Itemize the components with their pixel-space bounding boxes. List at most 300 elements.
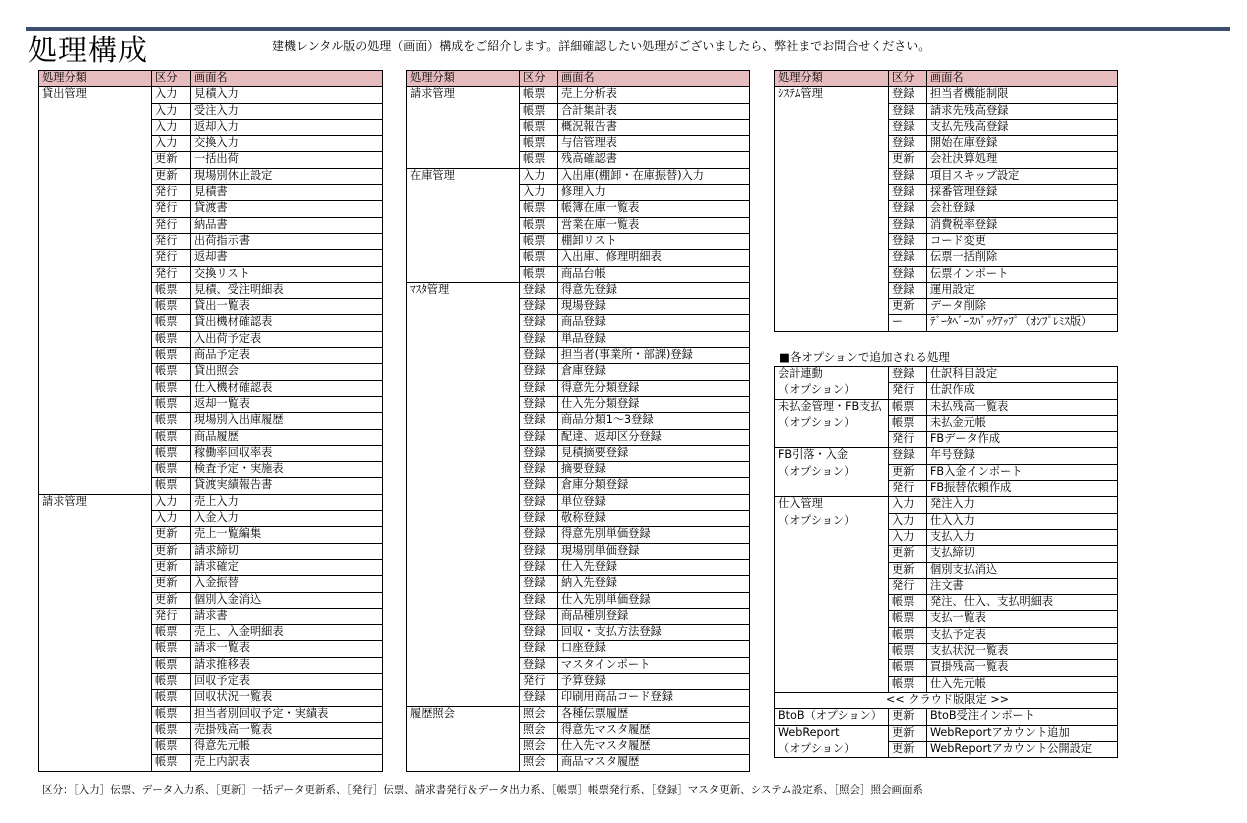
table-row (39, 608, 383, 624)
table-row (775, 185, 1118, 201)
screen-cell: 営業在庫一覧表 (558, 217, 750, 233)
table-row (39, 462, 383, 478)
type-cell: 登録 (520, 494, 558, 510)
table-row (775, 725, 1118, 741)
category-cell (407, 592, 520, 608)
screen-cell: 未払残高一覧表 (927, 399, 1118, 415)
screen-cell: 売上一覧編集 (191, 527, 383, 543)
table-row (407, 136, 750, 152)
type-cell: 登録 (520, 315, 558, 331)
screen-cell: 納品書 (191, 217, 383, 233)
category-cell (407, 364, 520, 380)
screen-cell: BtoB受注インポート (927, 709, 1118, 725)
category-cell (407, 152, 520, 168)
category-cell (39, 331, 152, 347)
category-cell: 未払金管理・FB支払 (775, 399, 889, 415)
screen-cell: 合計集計表 (558, 103, 750, 119)
category-cell (407, 478, 520, 494)
table-row (775, 266, 1118, 282)
process-table-1 (38, 70, 383, 772)
table-row (775, 660, 1118, 676)
type-cell: 更新 (152, 559, 191, 575)
table-row (775, 578, 1118, 594)
category-cell (39, 543, 152, 559)
table-row (407, 364, 750, 380)
category-cell (775, 660, 889, 676)
screen-cell: 発注入力 (927, 497, 1118, 513)
type-cell: 入力 (889, 529, 927, 545)
screen-cell: 入出庫(棚卸・在庫振替)入力 (558, 168, 750, 184)
table-row (39, 413, 383, 429)
screen-cell: 得意先登録 (558, 282, 750, 298)
screen-cell: 仕訳作成 (927, 383, 1118, 399)
table-row (407, 462, 750, 478)
category-cell (39, 527, 152, 543)
category-cell (39, 380, 152, 396)
table-row (39, 282, 383, 298)
type-cell: 登録 (889, 168, 927, 184)
screen-cell: 商品分類1～3登録 (558, 413, 750, 429)
category-cell (407, 217, 520, 233)
screen-cell: 稼働率回収率表 (191, 445, 383, 461)
table-row (775, 299, 1118, 315)
category-cell (407, 625, 520, 641)
table-row (407, 511, 750, 527)
category-cell: WebReport (775, 725, 889, 741)
type-cell: 帳票 (152, 673, 191, 689)
category-cell: （オプション） (775, 415, 889, 431)
type-cell: 更新 (889, 709, 927, 725)
screen-cell: 単位登録 (558, 494, 750, 510)
table-row (775, 103, 1118, 119)
type-cell: 照会 (520, 739, 558, 755)
type-cell: 登録 (520, 625, 558, 641)
category-cell (39, 592, 152, 608)
screen-cell: 担当者(事業所・部課)登録 (558, 348, 750, 364)
category-cell (39, 266, 152, 282)
type-cell: 更新 (152, 543, 191, 559)
screen-cell: 貸出照会 (191, 364, 383, 380)
category-cell (775, 611, 889, 627)
header-type: 区分 (152, 71, 191, 87)
table-row (407, 478, 750, 494)
screen-cell: 現場別単価登録 (558, 543, 750, 559)
type-cell: 入力 (152, 103, 191, 119)
category-cell (39, 706, 152, 722)
screen-cell: 回収予定表 (191, 673, 383, 689)
screen-cell: コード変更 (927, 233, 1118, 249)
screen-cell: 請求書 (191, 608, 383, 624)
type-cell: 登録 (520, 592, 558, 608)
screen-cell: FB入金インポート (927, 464, 1118, 480)
screen-cell: 出荷指示書 (191, 233, 383, 249)
table-row (407, 722, 750, 738)
screen-cell: 請求締切 (191, 543, 383, 559)
type-cell: 照会 (520, 722, 558, 738)
screen-cell: 未払金元帳 (927, 415, 1118, 431)
type-cell: 帳票 (152, 331, 191, 347)
type-cell: 登録 (889, 201, 927, 217)
screen-cell: 貸渡実績報告書 (191, 478, 383, 494)
type-cell: 帳票 (520, 136, 558, 152)
table-row (39, 380, 383, 396)
header-category: 処理分類 (39, 71, 152, 87)
table-row (39, 364, 383, 380)
screen-cell: 伝票一括削除 (927, 250, 1118, 266)
screen-cell: 現場登録 (558, 299, 750, 315)
category-cell (407, 657, 520, 673)
screen-cell: 倉庫登録 (558, 364, 750, 380)
type-cell: 帳票 (520, 201, 558, 217)
category-cell (39, 119, 152, 135)
type-cell: 登録 (520, 608, 558, 624)
type-cell: 登録 (889, 87, 927, 103)
type-cell: 帳票 (152, 429, 191, 445)
screen-cell: 消費税率登録 (927, 217, 1118, 233)
table-row (39, 657, 383, 673)
screen-cell: 与信管理表 (558, 136, 750, 152)
category-cell: 会計連動 (775, 367, 889, 383)
category-cell (39, 559, 152, 575)
screen-cell: 単品登録 (558, 331, 750, 347)
table-row (407, 201, 750, 217)
category-cell (39, 233, 152, 249)
screen-cell: 会社決算処理 (927, 152, 1118, 168)
category-cell (775, 185, 889, 201)
table-row (775, 448, 1118, 464)
table-row (407, 625, 750, 641)
screen-cell: 仕入先元帳 (927, 676, 1118, 692)
type-cell: ー (889, 315, 927, 331)
type-cell: 登録 (520, 413, 558, 429)
table-row (39, 478, 383, 494)
table-row (775, 233, 1118, 249)
category-cell (775, 282, 889, 298)
screen-cell: 担当者別回収予定・実績表 (191, 706, 383, 722)
screen-cell: 支払一覧表 (927, 611, 1118, 627)
table-row (775, 119, 1118, 135)
table-row (775, 383, 1118, 399)
screen-cell: 修理入力 (558, 185, 750, 201)
category-cell (39, 103, 152, 119)
type-cell: 発行 (520, 673, 558, 689)
table-row (775, 709, 1118, 725)
screen-cell: 支払予定表 (927, 627, 1118, 643)
category-cell: 仕入管理 (775, 497, 889, 513)
screen-cell: 仕訳科目設定 (927, 367, 1118, 383)
category-cell (407, 331, 520, 347)
category-cell (407, 559, 520, 575)
screen-cell: 貸出機材確認表 (191, 315, 383, 331)
table-row (407, 413, 750, 429)
table-row (407, 299, 750, 315)
table-row (39, 103, 383, 119)
category-cell (775, 299, 889, 315)
screen-cell: 入金入力 (191, 511, 383, 527)
table-row (39, 592, 383, 608)
category-cell (39, 429, 152, 445)
type-cell: 入力 (889, 497, 927, 513)
screen-cell: 発注、仕入、支払明細表 (927, 595, 1118, 611)
table-row (775, 611, 1118, 627)
process-table-2 (406, 70, 750, 772)
screen-cell: 仕入機材確認表 (191, 380, 383, 396)
table-row (407, 87, 750, 103)
screen-cell: 売上内訳表 (191, 755, 383, 771)
screen-cell: 予算登録 (558, 673, 750, 689)
category-cell (775, 676, 889, 692)
table-row (775, 529, 1118, 545)
category-cell (39, 755, 152, 771)
table-row (407, 559, 750, 575)
category-cell (407, 755, 520, 771)
screen-cell: 入出庫、修理明細表 (558, 250, 750, 266)
type-cell: 登録 (520, 527, 558, 543)
category-cell (407, 511, 520, 527)
table-row (407, 739, 750, 755)
screen-cell: 概況報告書 (558, 119, 750, 135)
type-cell: 帳票 (152, 657, 191, 673)
type-cell: 更新 (152, 168, 191, 184)
table-row (775, 595, 1118, 611)
options-heading: ■各オプションで追加される処理 (779, 350, 950, 364)
type-cell: 登録 (889, 119, 927, 135)
category-cell: （オプション） (775, 464, 889, 480)
screen-cell: 交換リスト (191, 266, 383, 282)
table-row (39, 185, 383, 201)
table-row (407, 592, 750, 608)
type-cell: 登録 (520, 657, 558, 673)
table-row (775, 152, 1118, 168)
type-cell: 登録 (520, 576, 558, 592)
category-cell (39, 511, 152, 527)
table-row (407, 315, 750, 331)
screen-cell: 貸渡書 (191, 201, 383, 217)
category-cell (39, 185, 152, 201)
header-type: 区分 (889, 71, 927, 87)
type-cell: 登録 (520, 559, 558, 575)
type-cell: 帳票 (889, 399, 927, 415)
type-cell: 更新 (152, 527, 191, 543)
category-cell (775, 595, 889, 611)
type-cell: 帳票 (152, 706, 191, 722)
screen-cell: 見積摘要登録 (558, 445, 750, 461)
table-row (775, 136, 1118, 152)
category-cell (407, 348, 520, 364)
type-cell: 帳票 (152, 739, 191, 755)
screen-cell: 請求推移表 (191, 657, 383, 673)
screen-cell: 支払締切 (927, 546, 1118, 562)
screen-cell: 回収・支払方法登録 (558, 625, 750, 641)
table-row (39, 706, 383, 722)
category-cell: FB引落・入金 (775, 448, 889, 464)
category-cell: 履歴照会 (407, 706, 520, 722)
type-cell: 発行 (152, 608, 191, 624)
table-row (39, 739, 383, 755)
category-cell (39, 690, 152, 706)
category-cell (407, 576, 520, 592)
table-row (775, 644, 1118, 660)
type-cell: 登録 (889, 266, 927, 282)
screen-cell: 返却入力 (191, 119, 383, 135)
type-cell: 入力 (520, 185, 558, 201)
screen-cell: 項目スキップ設定 (927, 168, 1118, 184)
screen-cell: 個別支払消込 (927, 562, 1118, 578)
category-cell (39, 152, 152, 168)
type-cell: 発行 (889, 383, 927, 399)
type-cell: 登録 (520, 348, 558, 364)
screen-cell: 商品台帳 (558, 266, 750, 282)
category-cell (39, 462, 152, 478)
screen-cell: 棚卸リスト (558, 233, 750, 249)
table-row (39, 673, 383, 689)
type-cell: 発行 (152, 201, 191, 217)
table-row (39, 299, 383, 315)
screen-cell: 商品登録 (558, 315, 750, 331)
screen-cell: 入出荷予定表 (191, 331, 383, 347)
category-cell (407, 527, 520, 543)
screen-cell: 売上分析表 (558, 87, 750, 103)
type-cell: 更新 (889, 299, 927, 315)
screen-cell: 売上、入金明細表 (191, 625, 383, 641)
table-row (775, 562, 1118, 578)
type-cell: 登録 (889, 282, 927, 298)
category-cell (775, 201, 889, 217)
table-row (407, 233, 750, 249)
type-cell: 入力 (152, 136, 191, 152)
type-cell: 帳票 (152, 380, 191, 396)
type-cell: 更新 (889, 725, 927, 741)
type-cell: 帳票 (520, 266, 558, 282)
category-cell (407, 722, 520, 738)
screen-cell: 会社登録 (927, 201, 1118, 217)
table-row (39, 331, 383, 347)
screen-cell: WebReportアカウント公開設定 (927, 741, 1118, 757)
type-cell: 帳票 (520, 119, 558, 135)
screen-cell: 入金振替 (191, 576, 383, 592)
category-cell (39, 641, 152, 657)
screen-cell: 仕入先登録 (558, 559, 750, 575)
category-cell (775, 644, 889, 660)
type-cell: 登録 (520, 380, 558, 396)
screen-cell: 倉庫分類登録 (558, 478, 750, 494)
category-cell (407, 103, 520, 119)
screen-cell: 商品履歴 (191, 429, 383, 445)
type-cell: 登録 (520, 445, 558, 461)
table-row (39, 576, 383, 592)
type-cell: 照会 (520, 755, 558, 771)
table-row (407, 348, 750, 364)
type-cell: 帳票 (152, 315, 191, 331)
table-row (39, 641, 383, 657)
category-cell (407, 462, 520, 478)
type-cell: 登録 (889, 233, 927, 249)
category-cell (775, 103, 889, 119)
category-cell (407, 136, 520, 152)
type-cell: 入力 (520, 168, 558, 184)
table-row (775, 546, 1118, 562)
screen-cell: 見積、受注明細表 (191, 282, 383, 298)
screen-cell: FBデータ作成 (927, 432, 1118, 448)
type-cell: 登録 (520, 478, 558, 494)
category-cell (39, 396, 152, 412)
category-cell (407, 494, 520, 510)
category-cell (39, 413, 152, 429)
category-cell (407, 266, 520, 282)
category-cell (407, 608, 520, 624)
table-row (775, 627, 1118, 643)
category-cell (39, 136, 152, 152)
category-cell (407, 315, 520, 331)
screen-cell: 得意先別単価登録 (558, 527, 750, 543)
table-row (39, 755, 383, 771)
type-cell: 発行 (889, 481, 927, 497)
screen-cell: 採番管理登録 (927, 185, 1118, 201)
table-row (39, 168, 383, 184)
type-cell: 発行 (152, 217, 191, 233)
screen-cell: 請求先残高登録 (927, 103, 1118, 119)
process-table-3 (774, 70, 1118, 332)
table-row (407, 673, 750, 689)
title-rule (26, 27, 1230, 31)
category-cell (39, 250, 152, 266)
category-cell: 貸出管理 (39, 87, 152, 103)
table-row (775, 513, 1118, 529)
table-row (39, 315, 383, 331)
screen-cell: WebReportアカウント追加 (927, 725, 1118, 741)
type-cell: 入力 (152, 511, 191, 527)
header-category: 処理分類 (775, 71, 889, 87)
type-cell: 更新 (889, 464, 927, 480)
table-row (407, 445, 750, 461)
category-cell (775, 119, 889, 135)
intro-text: 建機レンタル版の処理（画面）構成をご紹介します。詳細確認したい処理がございましたら、弊社までお問合せください。 (272, 39, 931, 53)
screen-cell: FB振替依頼作成 (927, 481, 1118, 497)
table-row (39, 152, 383, 168)
type-cell: 帳票 (520, 103, 558, 119)
table-row (775, 481, 1118, 497)
table-row (39, 722, 383, 738)
type-cell: 更新 (152, 152, 191, 168)
category-cell (407, 201, 520, 217)
type-cell: 登録 (520, 462, 558, 478)
screen-cell: 買掛残高一覧表 (927, 660, 1118, 676)
type-cell: 帳票 (152, 364, 191, 380)
category-cell (39, 657, 152, 673)
screen-cell: 口座登録 (558, 641, 750, 657)
type-cell: 帳票 (152, 396, 191, 412)
type-cell: 帳票 (152, 478, 191, 494)
type-cell: 登録 (520, 282, 558, 298)
screen-cell: 検査予定・実施表 (191, 462, 383, 478)
category-cell (775, 481, 889, 497)
table-row (39, 543, 383, 559)
type-cell: 更新 (889, 562, 927, 578)
screen-cell: 納入先登録 (558, 576, 750, 592)
header-type: 区分 (520, 71, 558, 87)
type-cell: 登録 (520, 690, 558, 706)
category-cell: （オプション） (775, 513, 889, 529)
table-row (407, 103, 750, 119)
type-cell: 登録 (520, 641, 558, 657)
type-cell: 発行 (152, 233, 191, 249)
category-cell (39, 608, 152, 624)
category-cell (775, 136, 889, 152)
category-cell (775, 546, 889, 562)
table-row (775, 217, 1118, 233)
type-cell: 帳票 (152, 299, 191, 315)
screen-cell: 伝票インポート (927, 266, 1118, 282)
